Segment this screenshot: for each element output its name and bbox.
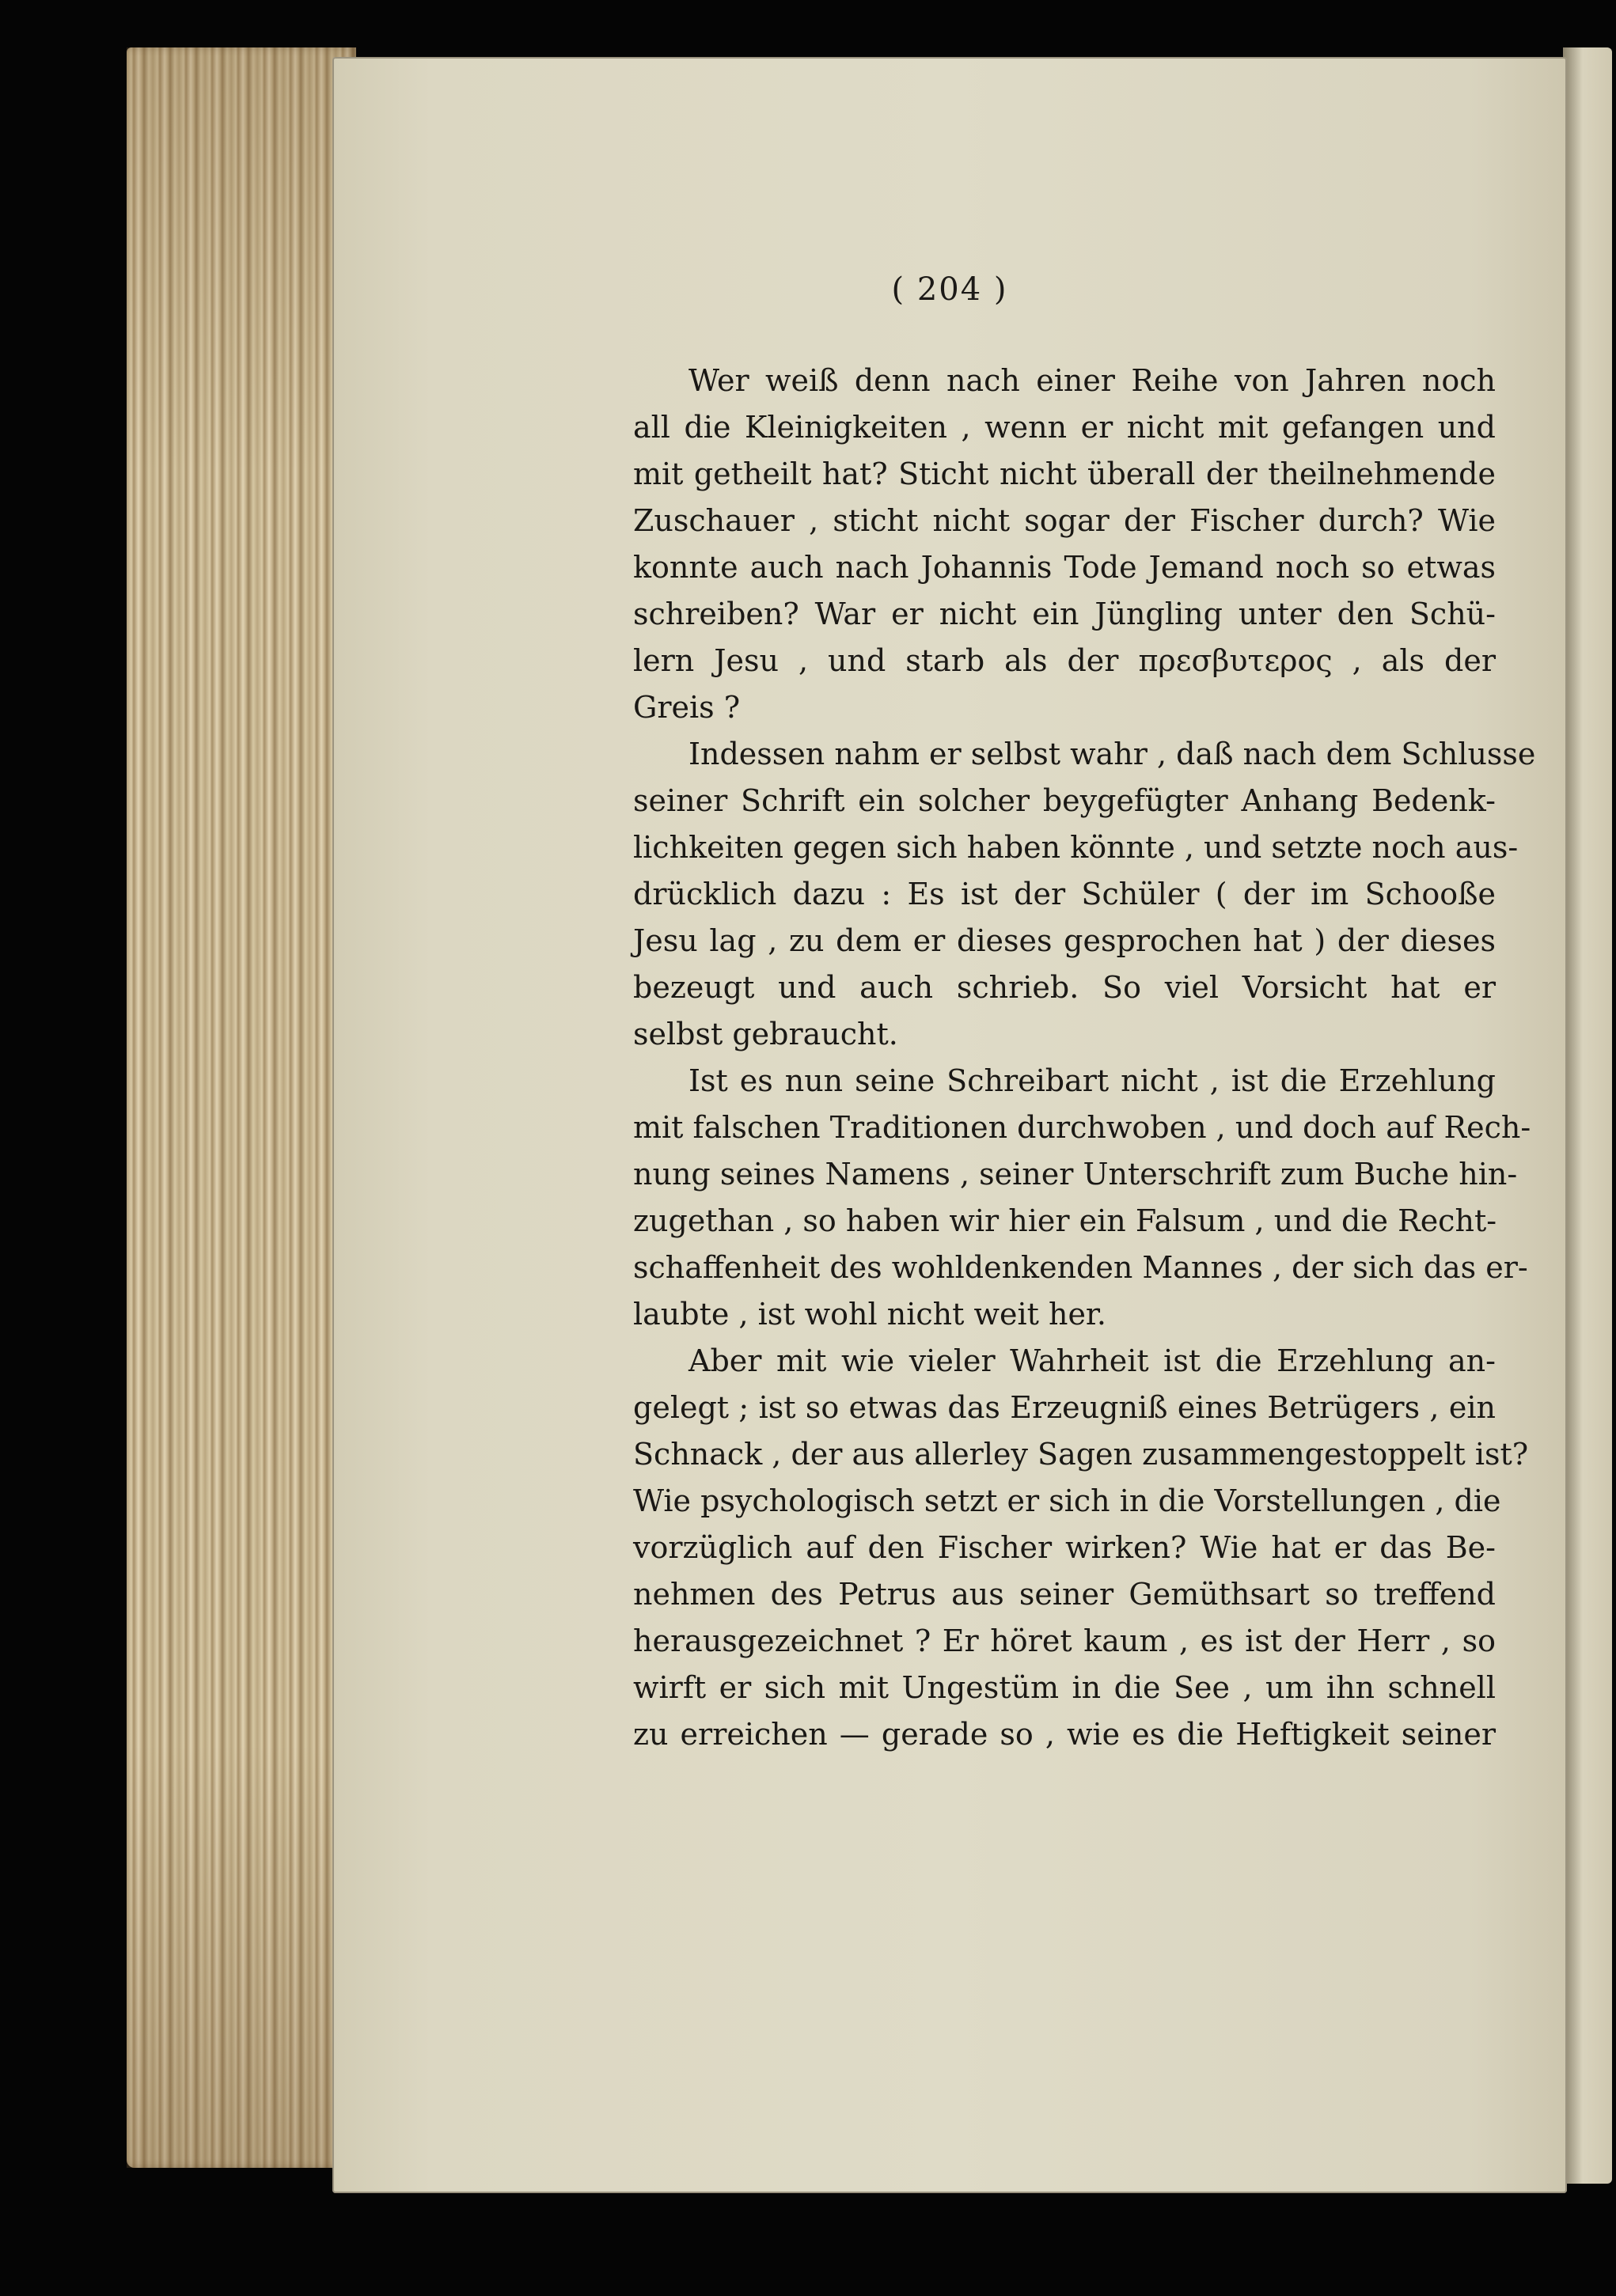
text-line: nehmen des Petrus aus seiner Gemüthsart so treffend — [633, 1577, 1496, 1612]
text-line: Indessen nahm er selbst wahr , daß nach dem Schlusse — [689, 737, 1536, 771]
page-number: ( 204 ) — [891, 271, 1008, 308]
paragraph-2 — [633, 731, 1536, 1058]
text-line: drücklich dazu : Es ist der Schüler ( der im Schooße — [633, 877, 1496, 911]
text-line: seiner Schrift ein solcher beygefügter Anhang Bedenk- — [633, 783, 1496, 818]
text-line: Zuschauer , sticht nicht sogar der Fischer durch? Wie — [633, 503, 1496, 538]
text-line: mit getheilt hat? Sticht nicht überall der theilnehmende — [633, 457, 1496, 491]
text-line: schreiben? War er nicht ein Jüngling unter den Schü- — [633, 597, 1496, 631]
text-line: zugethan , so haben wir hier ein Falsum , und die Recht- — [633, 1203, 1497, 1238]
body-text — [633, 358, 1536, 1758]
text-line: bezeugt und auch schrieb. So viel Vorsicht hat er — [633, 970, 1496, 1005]
paragraph-4 — [633, 1338, 1529, 1758]
text-line: laubte , ist wohl nicht weit her. — [633, 1297, 1106, 1332]
text-line: zu erreichen — gerade so , wie es die Heftigkeit seiner — [633, 1717, 1496, 1752]
text-line: Greis ? — [633, 690, 741, 725]
paragraph-3 — [633, 1058, 1531, 1338]
text-line: selbst gebraucht. — [633, 1017, 898, 1051]
text-line: Schnack , der aus allerley Sagen zusammengestoppelt ist? — [633, 1437, 1529, 1472]
paragraph-1 — [633, 358, 1496, 731]
text-line: konnte auch nach Johannis Tode Jemand noch so etwas — [633, 550, 1496, 585]
facing-page-edge — [1563, 47, 1612, 2184]
text-line: lern Jesu , und starb als der πρεσβυτερος , als der — [633, 643, 1496, 678]
text-line: Wie psychologisch setzt er sich in die Vorstellungen , die — [633, 1483, 1501, 1518]
text-line: Jesu lag , zu dem er dieses gesprochen hat ) der dieses — [633, 923, 1496, 958]
text-line: lichkeiten gegen sich haben könnte , und setzte noch aus- — [633, 830, 1519, 865]
text-line: wirft er sich mit Ungestüm in die See , um ihn schnell — [633, 1670, 1496, 1705]
text-line: schaffenheit des wohldenkenden Mannes , der sich das er- — [633, 1250, 1528, 1285]
page-edges — [127, 47, 356, 2168]
text-line: gelegt ; ist so etwas das Erzeugniß eines Betrügers , ein — [633, 1390, 1496, 1425]
text-line: nung seines Namens , seiner Unterschrift zum Buche hin- — [633, 1157, 1518, 1192]
text-line: mit falschen Traditionen durchwoben , und doch auf Rech- — [633, 1110, 1531, 1145]
text-line: Aber mit wie vieler Wahrheit ist die Erzehlung an- — [689, 1343, 1496, 1378]
text-line: Wer weiß denn nach einer Reihe von Jahren noch — [689, 363, 1496, 398]
text-line: all die Kleinigkeiten , wenn er nicht mit gefangen und — [633, 410, 1496, 445]
text-line: vorzüglich auf den Fischer wirken? Wie hat er das Be- — [633, 1530, 1496, 1565]
text-line: herausgezeichnet ? Er höret kaum , es ist der Herr , so — [633, 1623, 1496, 1658]
text-line: Ist es nun seine Schreibart nicht , ist die Erzehlung — [689, 1063, 1496, 1098]
